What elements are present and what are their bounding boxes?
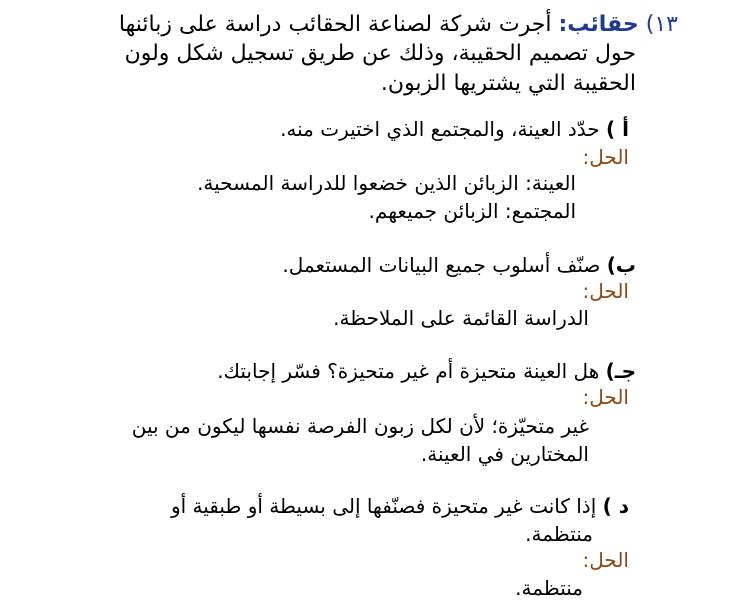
part-b-label: ب) [606,253,636,277]
part-a-prompt-row [280,117,629,141]
part-d-prompt-line-2: منتظمة. [525,522,593,546]
part-c-solution-label: الحل: [582,385,629,409]
part-d-prompt-line-1: إذا كانت غير متحيزة فصنّفها إلى بسيطة أو طبقية أو [170,494,597,518]
part-c-answer-line-2: المختارين في العينة. [420,442,589,466]
part-c-answer-line-1: غير متحيّزة؛ لأن لكل زبون الفرصة نفسها ليكون من بين [131,414,589,438]
question-number: ١٣) [645,12,678,37]
part-a-answer-line-1: العينة: الزبائن الذين خضعوا للدراسة المسحية. [197,171,576,195]
part-a-label: أ ) [606,117,629,141]
part-b-prompt: صنّف أسلوب جميع البيانات المستعمل. [282,253,601,277]
question-text-line-3: الحقيبة التي يشتريها الزبون. [380,71,636,96]
part-c-label: جـ) [605,359,636,383]
part-b-prompt-row [282,253,636,277]
part-c-prompt-row [217,359,636,383]
question-header [119,13,678,37]
question-text-line-1: أجرت شركة لصناعة الحقائب دراسة على زبائنها [118,12,552,37]
part-a-solution-label: الحل: [582,145,629,169]
part-d-prompt-row [171,494,629,518]
part-d-answer-line-1: منتظمة. [515,576,583,600]
question-title: حقائب: [558,12,639,37]
part-b-answer-line-1: الدراسة القائمة على الملاحظة. [333,306,589,330]
part-a-prompt: حدّد العينة، والمجتمع الذي اختيرت منه. [280,117,600,141]
part-a-answer-line-2: المجتمع: الزبائن جميعهم. [368,199,576,223]
part-b-solution-label: الحل: [582,279,629,303]
part-d-solution-label: الحل: [582,548,629,572]
part-c-prompt: هل العينة متحيزة أم غير متحيزة؟ فسّر إجابتك. [217,359,600,383]
part-d-label: د ) [602,494,629,518]
question-text-line-2: حول تصميم الحقيبة، وذلك عن طريق تسجيل شكل ولون [124,41,636,66]
